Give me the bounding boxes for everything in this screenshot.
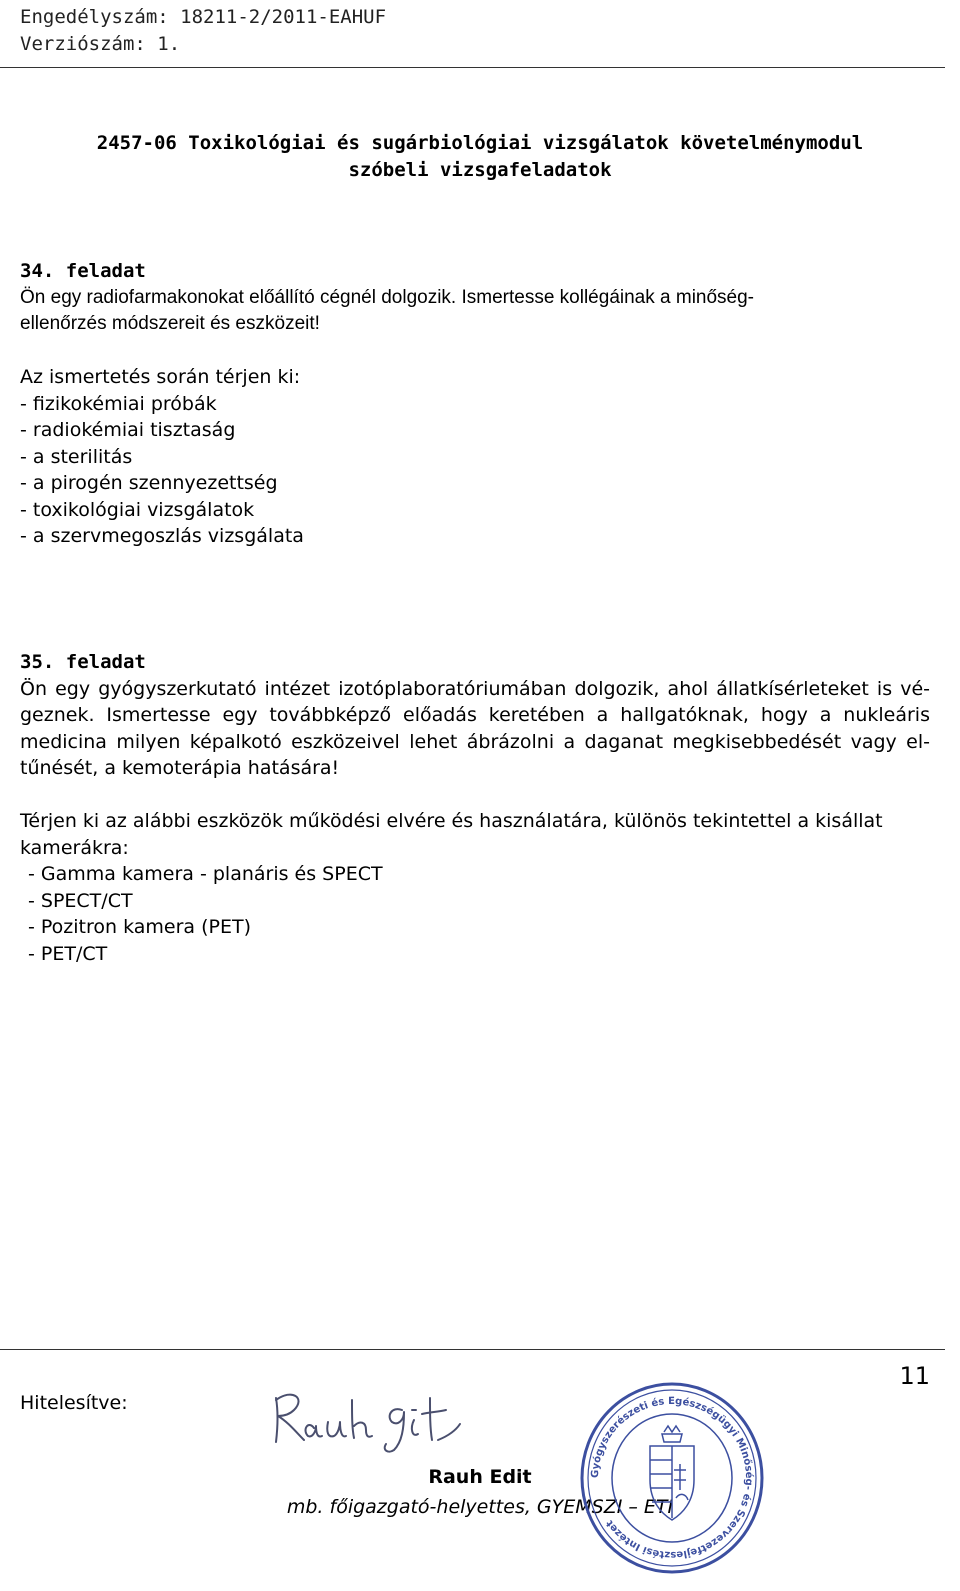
task-35-lead: kamerákra: xyxy=(20,836,129,859)
task-35-heading: 35. feladat xyxy=(20,651,146,673)
signer-name: Rauh Edit xyxy=(428,1466,532,1488)
task-34-item: - a pirogén szennyezettség xyxy=(20,472,278,494)
svg-text:Gyógyszerészeti és Egészségügy: Gyógyszerészeti és Egészségügyi Minőség- és Szervezetfejlesztési Intézet xyxy=(589,1395,755,1561)
task-35 xyxy=(20,649,930,967)
document-subtitle: szóbeli vizsgafeladatok xyxy=(348,159,612,181)
task-34-item: - a sterilitás xyxy=(20,445,133,468)
handwritten-signature xyxy=(262,1380,472,1460)
task-34-lead: Az ismertetés során térjen ki: xyxy=(20,366,301,388)
task-34-item: - fizikokémiai próbák xyxy=(20,392,217,415)
task-34-item: - a szervmegoszlás vizsgálata xyxy=(20,525,304,547)
version-number: Verziószám: 1. xyxy=(20,33,181,55)
task-35-intro-line: Ön egy gyógyszerkutató intézet izotóplaboratóriumában dolgozik, ahol állatkísérleteket is vé- xyxy=(20,677,930,700)
task-35-item: - SPECT/CT xyxy=(28,889,133,912)
header-divider xyxy=(0,67,945,68)
signer-title: mb. főigazgató-helyettes, GYEMSZI – ETI xyxy=(286,1496,674,1518)
task-34-intro-line: ellenőrzés módszereit és eszközeit! xyxy=(20,313,320,334)
task-35-intro-line: medicina milyen képalkotó eszközeivel lehet ábrázolni a daganat megkisebbedését vagy el- xyxy=(20,730,930,753)
task-34-heading: 34. feladat xyxy=(20,260,146,282)
task-35-item: - Pozitron kamera (PET) xyxy=(28,916,251,938)
task-35-intro-line: tűnését, a kemoterápia hatására! xyxy=(20,757,340,779)
certified-label: Hitelesítve: xyxy=(20,1392,128,1414)
task-35-item: - Gamma kamera - planáris és SPECT xyxy=(28,863,383,885)
task-35-item: - PET/CT xyxy=(28,942,108,965)
task-34-intro-line: Ön egy radiofarmakonokat előállító cégnél dolgozik. Ismertesse kollégáinak a minőség- xyxy=(20,286,755,308)
document-title: 2457-06 Toxikológiai és sugárbiológiai vizsgálatok követelménymodul xyxy=(96,132,864,154)
page-number: 11 xyxy=(899,1362,930,1390)
official-seal xyxy=(578,1380,766,1576)
task-34-item: - toxikológiai vizsgálatok xyxy=(20,498,255,521)
task-35-lead: Térjen ki az alábbi eszközök működési elvére és használatára, különös tekintettel a kisállat xyxy=(20,810,883,832)
task-35-intro-line: geznek. Ismertesse egy továbbképző előadás keretében a hallgatóknak, hogy a nukleáris xyxy=(20,704,930,726)
task-34 xyxy=(20,258,930,550)
footer-divider xyxy=(0,1349,945,1350)
task-34-item: - radiokémiai tisztaság xyxy=(20,419,236,441)
permit-number: Engedélyszám: 18211-2/2011-EAHUF xyxy=(20,6,387,28)
